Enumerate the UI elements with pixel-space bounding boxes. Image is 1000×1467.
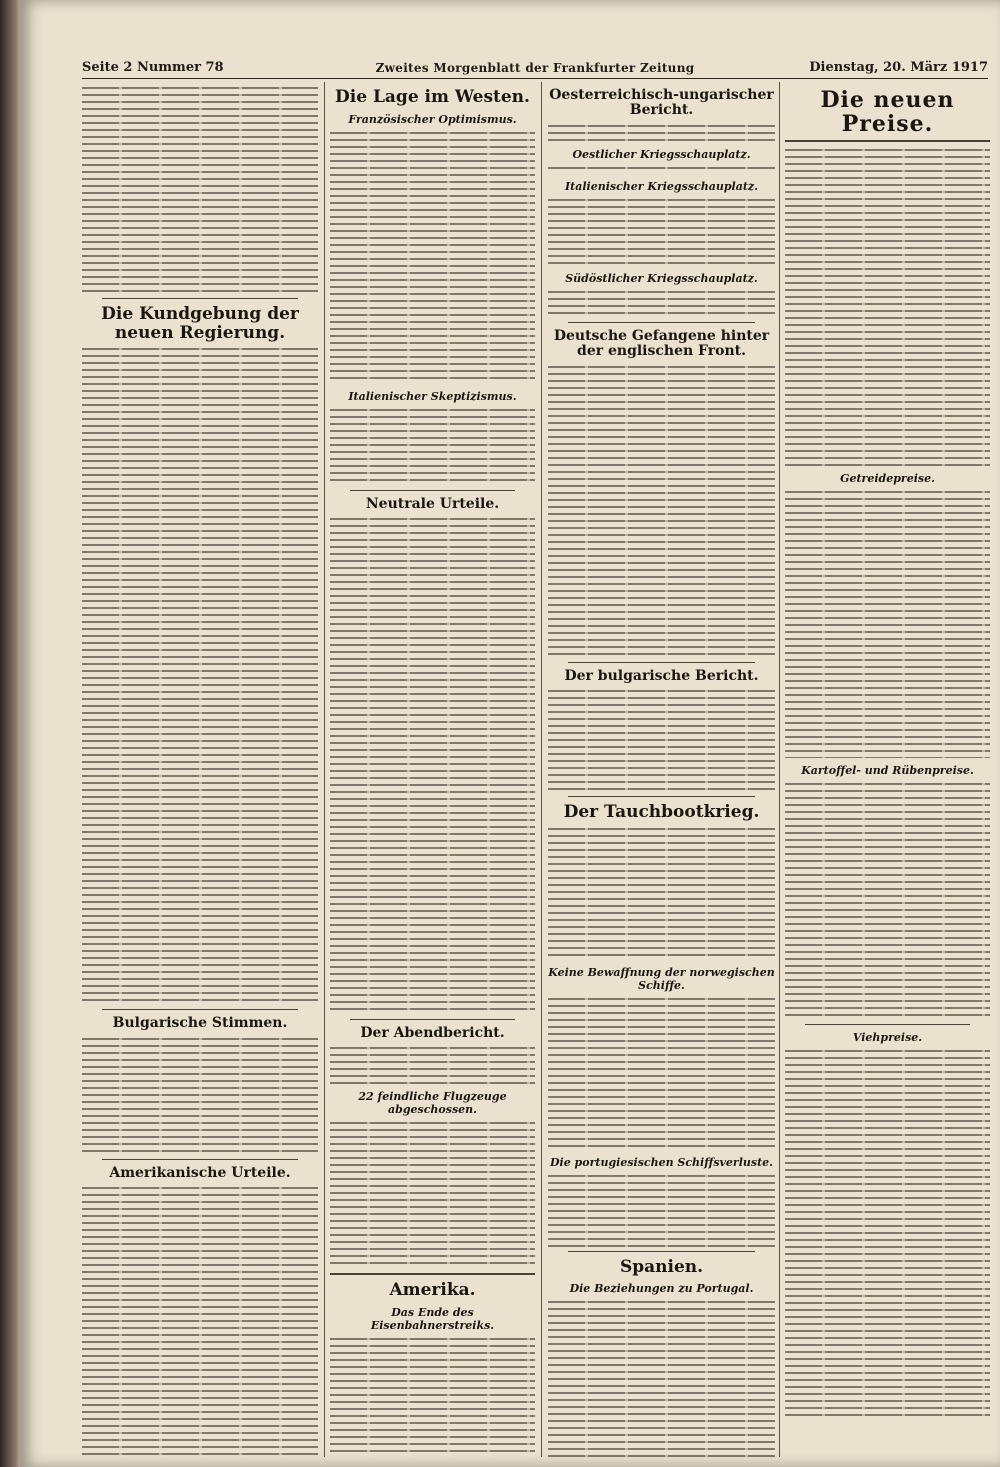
article-text — [785, 146, 990, 466]
subheadline: Das Ende des Eisenbahnerstreiks. — [370, 1306, 495, 1333]
headline: Neutrale Urteile. — [365, 495, 500, 512]
article-text — [548, 196, 775, 266]
subheadline: Keine Bewaffnung der norwegischen Schiffe. — [548, 965, 775, 992]
headline: Die Kundgebung der neuen Regierung. — [101, 304, 299, 343]
divider — [102, 1009, 298, 1010]
divider — [102, 298, 298, 299]
divider — [330, 1273, 535, 1275]
column-rule — [541, 82, 542, 1457]
column-2 — [330, 82, 535, 1457]
subheadline: Italienischer Skeptizismus. — [348, 389, 517, 403]
divider — [350, 1019, 515, 1020]
column-rule — [324, 82, 325, 1457]
article-text — [82, 345, 318, 1005]
headline: Die Lage im Westen. — [335, 87, 530, 107]
article-text — [548, 164, 775, 174]
subheadline: Kartoffel- und Rübenpreise. — [801, 764, 974, 778]
article-text — [330, 515, 535, 1015]
article-text — [785, 1047, 990, 1417]
divider — [568, 322, 755, 323]
article-text — [548, 825, 775, 960]
book-binding — [0, 0, 20, 1467]
article-text — [785, 780, 990, 1020]
divider — [785, 140, 990, 142]
article-text — [330, 1044, 535, 1084]
article-text — [330, 1119, 535, 1269]
column-1 — [82, 82, 318, 1457]
article-text — [548, 363, 775, 658]
subheadline: Französischer Optimismus. — [348, 112, 517, 126]
article-text — [785, 488, 990, 758]
article-text — [330, 406, 535, 486]
article-text — [548, 288, 775, 318]
page-header — [82, 56, 988, 79]
headline: Bulgarische Stimmen. — [112, 1015, 288, 1032]
subheadline: Südöstlicher Kriegsschauplatz. — [565, 271, 758, 285]
subheadline: Die Beziehungen zu Portugal. — [569, 1282, 754, 1296]
headline: Amerika. — [389, 1280, 476, 1301]
subheadline: Die portugiesischen Schiffsverluste. — [550, 1155, 773, 1169]
article-text — [548, 995, 775, 1150]
article-text — [330, 1335, 535, 1457]
divider — [568, 662, 755, 663]
article-text — [82, 84, 318, 294]
article-text — [548, 1298, 775, 1457]
divider — [568, 1251, 755, 1252]
divider — [102, 1159, 298, 1160]
headline: Der Abendbericht. — [360, 1025, 505, 1042]
divider — [568, 796, 755, 797]
subheadline: Viehpreise. — [852, 1031, 923, 1045]
column-4 — [785, 82, 990, 1457]
newspaper-page — [20, 0, 1000, 1467]
divider — [350, 490, 515, 491]
article-text — [330, 129, 535, 384]
headline: Die neuen Preise. — [820, 87, 955, 138]
headline: Der Tauchbootkrieg. — [563, 801, 760, 822]
headline: Der bulgarische Bericht. — [564, 667, 759, 684]
headline: Amerikanische Urteile. — [109, 1164, 291, 1181]
divider — [805, 1024, 970, 1025]
masthead: Zweites Morgenblatt der Frankfurter Zeitung — [375, 61, 695, 75]
article-text — [548, 122, 775, 142]
subheadline: Getreidepreise. — [840, 472, 935, 486]
article-text — [548, 1172, 775, 1247]
headline: Deutsche Gefangene hinter der englischen Front. — [553, 327, 770, 360]
issue-date: Dienstag, 20. März 1917 — [809, 60, 988, 75]
headline: Spanien. — [619, 1256, 704, 1277]
subheadline: Italienischer Kriegsschauplatz. — [565, 179, 758, 193]
article-text — [82, 1184, 318, 1457]
article-text — [82, 1035, 318, 1155]
headline: Oesterreichisch-ungarischer Bericht. — [549, 87, 774, 119]
page-number: Seite 2 Nummer 78 — [82, 60, 224, 75]
subheadline: 22 feindliche Flugzeuge abgeschossen. — [358, 1090, 507, 1117]
column-rule — [779, 82, 780, 1457]
column-3 — [548, 82, 775, 1457]
subheadline: Oestlicher Kriegsschauplatz. — [572, 147, 751, 161]
article-text — [548, 687, 775, 792]
